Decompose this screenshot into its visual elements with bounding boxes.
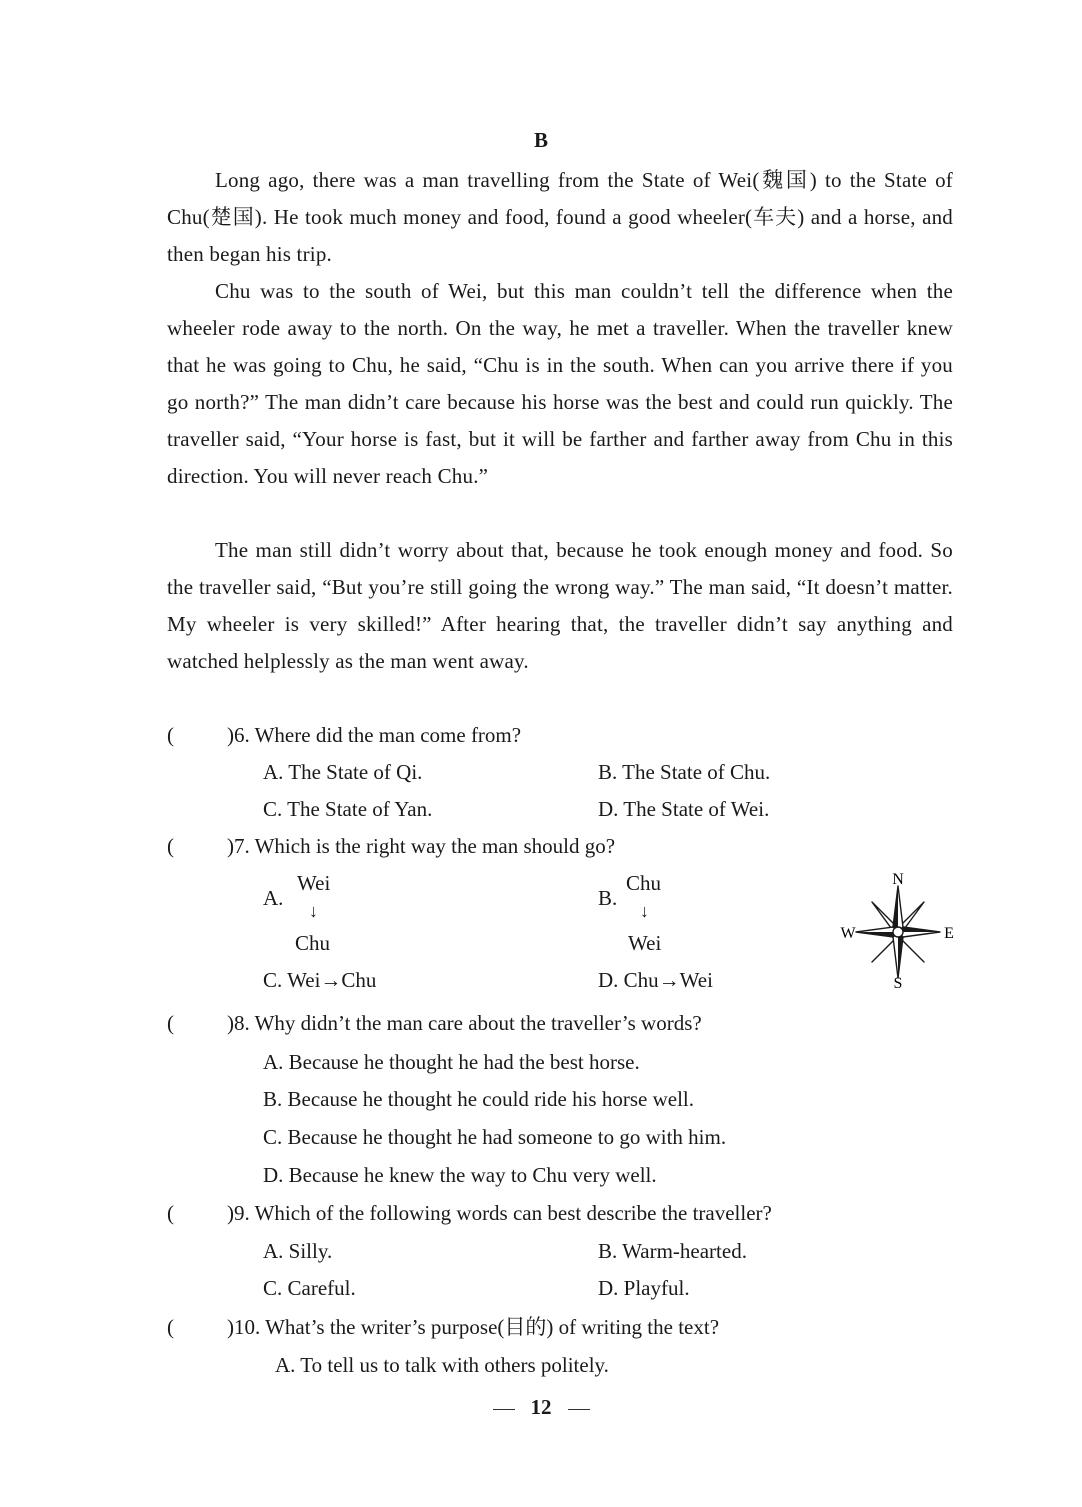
q7-option-a-bottom: Chu: [295, 931, 331, 955]
question-stem: )9. Which of the following words can best describe the traveller?: [227, 1201, 772, 1225]
q8-option-d: D. Because he knew the way to Chu very well.: [263, 1163, 657, 1187]
passage-paragraph-1: Long ago, there was a man travelling from the State of Wei(魏国) to the State of Chu(楚国). He took much money and food, found a good wheeler(车夫) and a horse, and then began his trip.: [167, 168, 953, 266]
question-stem: )7. Which is the right way the man should go?: [227, 834, 616, 858]
q7-option-d: D. Chu→Wei: [598, 968, 713, 992]
q7-option-c: C. Wei→Chu: [263, 968, 377, 992]
q8-option-c: C. Because he thought he had someone to go with him.: [263, 1125, 727, 1149]
answer-bracket[interactable]: (: [167, 1201, 174, 1225]
q9-option-d: D. Playful.: [598, 1276, 690, 1300]
section-heading: B: [533, 128, 548, 152]
q8-option-a: A. Because he thought he had the best horse.: [263, 1050, 640, 1074]
footer-rule-right: [568, 1409, 590, 1410]
page-footer: [0, 1395, 1082, 1420]
q7-option-b-bottom: Wei: [628, 931, 662, 955]
question-8: [167, 1008, 702, 1038]
q7-option-a-top: Wei: [297, 871, 331, 895]
answer-bracket[interactable]: (: [167, 1315, 174, 1339]
passage-paragraph-2: Chu was to the south of Wei, but this man couldn’t tell the difference when the wheeler rode away to the north. On the way, he met a traveller. When the traveller knew that he was going to Chu, he said, “Chu is in the south. When can you arrive there if you go north?” The man didn’t care because his horse was the best and could run quickly. The traveller said, “Your horse is fast, but it will be farther and farther away from Chu in this direction. You will never reach Chu.”: [167, 279, 953, 488]
question-stem: )8. Why didn’t the man care about the traveller’s words?: [227, 1011, 702, 1035]
q7-option-a-label: A.: [263, 886, 284, 910]
question-stem: )6. Where did the man come from?: [227, 723, 522, 747]
compass-west-label: W: [840, 925, 856, 942]
q8-option-b: B. Because he thought he could ride his horse well.: [263, 1087, 694, 1111]
q9-option-c: C. Careful.: [263, 1276, 356, 1300]
down-arrow-icon: ↓: [640, 901, 649, 921]
question-7: [167, 831, 615, 861]
q6-option-c: C. The State of Yan.: [263, 797, 433, 821]
question-6: [167, 720, 521, 750]
compass-east-label: E: [944, 925, 954, 942]
q6-option-b: B. The State of Chu.: [598, 760, 771, 784]
passage-paragraph-3: The man still didn’t worry about that, because he took enough money and food. So the traveller said, “But you’re still going the wrong way.” The man said, “It doesn’t matter. My wheeler is very skilled!” After hearing that, the traveller didn’t say anything and watched helplessly as the man went away.: [167, 538, 953, 673]
question-10: [167, 1312, 719, 1342]
question-9: [167, 1198, 772, 1228]
footer-rule-left: [493, 1409, 515, 1410]
compass-south-label: S: [893, 975, 903, 992]
q9-option-a: A. Silly.: [263, 1239, 333, 1263]
q6-option-d: D. The State of Wei.: [598, 797, 770, 821]
q6-option-a: A. The State of Qi.: [263, 760, 423, 784]
answer-bracket[interactable]: (: [167, 1011, 174, 1035]
q10-option-a: A. To tell us to talk with others politely.: [275, 1353, 609, 1377]
q9-option-b: B. Warm-hearted.: [598, 1239, 747, 1263]
q7-option-b-top: Chu: [626, 871, 662, 895]
compass-north-label: N: [892, 871, 904, 888]
page-number: 12: [530, 1395, 552, 1419]
answer-bracket[interactable]: (: [167, 723, 174, 747]
q7-option-b-label: B.: [598, 886, 618, 910]
question-stem: )10. What’s the writer’s purpose(目的) of writing the text?: [227, 1315, 720, 1339]
answer-bracket[interactable]: (: [167, 834, 174, 858]
down-arrow-icon: ↓: [309, 901, 318, 921]
compass-rose-icon: [840, 868, 956, 992]
